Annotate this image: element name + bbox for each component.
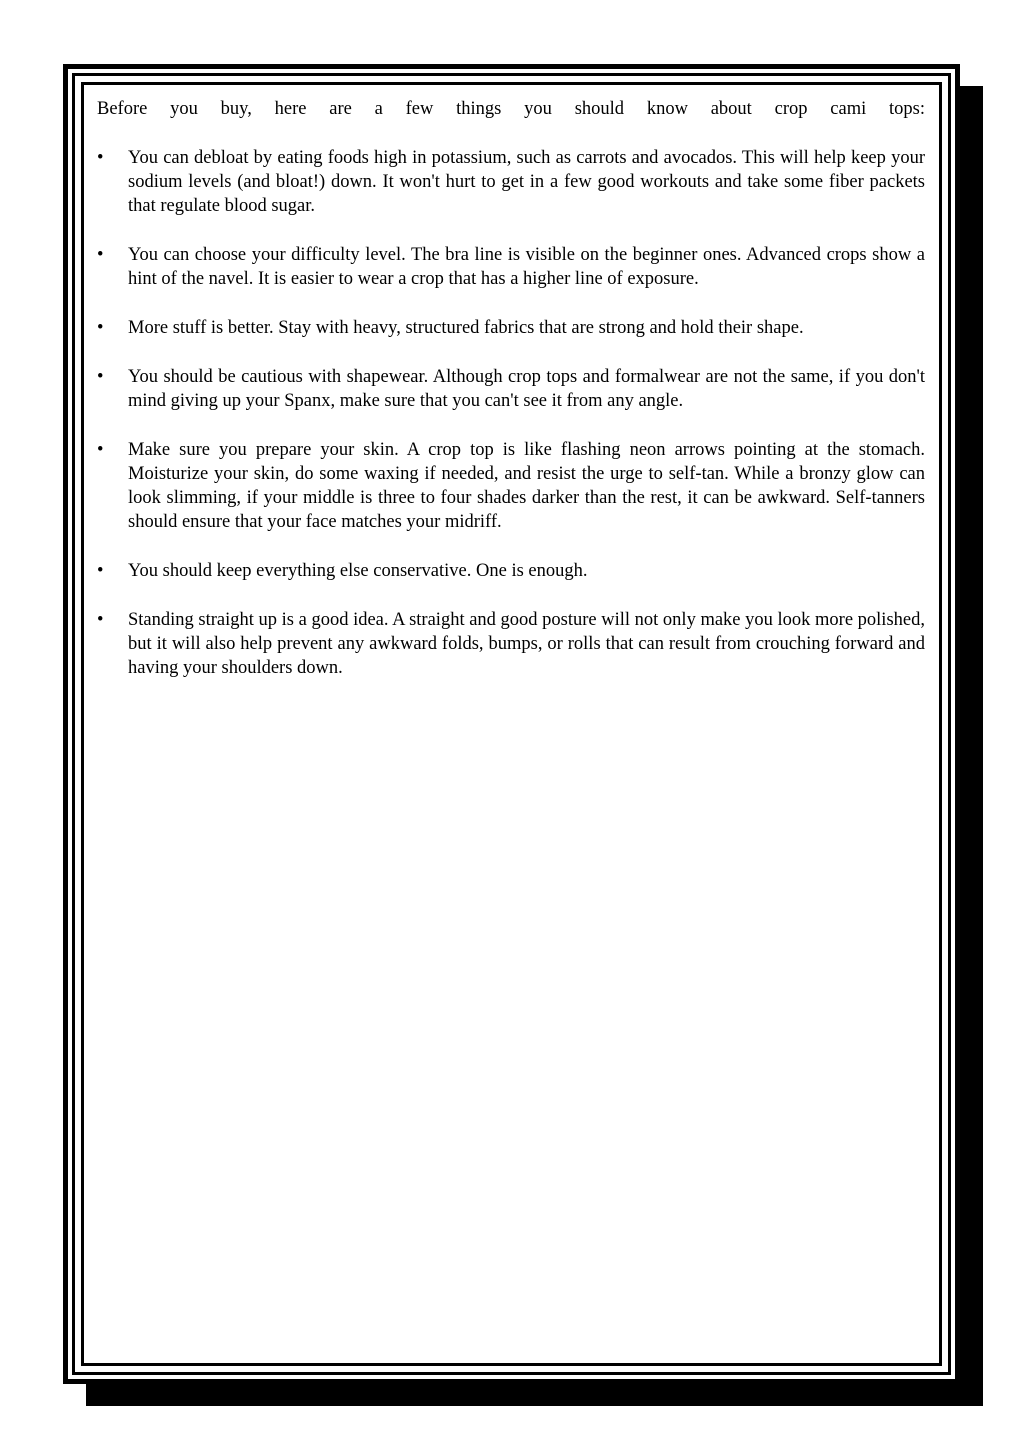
bullet-dot-icon: •	[97, 367, 104, 387]
list-item-text: You can choose your difficulty level. The bra line is visible on the beginner ones. Advanced crops show a hint of the navel. It is easier to wear a crop that has a higher line of exposure.	[128, 245, 925, 289]
bullet-dot-icon: •	[97, 610, 104, 630]
list-item	[97, 316, 925, 340]
list-item	[97, 559, 925, 583]
list-item	[97, 608, 925, 680]
list-item-text: Standing straight up is a good idea. A straight and good posture will not only make you look more polished, but it will also help prevent any awkward folds, bumps, or rolls that can result from crouching forward and having your shoulders down.	[128, 610, 925, 678]
list-item-text: You should be cautious with shapewear. Although crop tops and formalwear are not the same, if you don't mind giving up your Spanx, make sure that you can't see it from any angle.	[128, 367, 925, 411]
bullet-dot-icon: •	[97, 318, 104, 338]
list-item	[97, 438, 925, 534]
bullet-dot-icon: •	[97, 440, 104, 460]
bullet-dot-icon: •	[97, 561, 104, 581]
list-item	[97, 146, 925, 218]
bullet-dot-icon: •	[97, 148, 104, 168]
list-item-text: More stuff is better. Stay with heavy, structured fabrics that are strong and hold their shape.	[128, 318, 804, 338]
list-item-text: Make sure you prepare your skin. A crop top is like flashing neon arrows pointing at the stomach. Moisturize your skin, do some waxing if needed, and resist the urge to self-tan. While a bronzy glow can look slimming, if your middle is three to four shades darker than the rest, it can be awkward. Self-tanners should ensure that your face matches your midriff.	[128, 440, 925, 532]
tips-list	[97, 146, 925, 680]
list-item	[97, 243, 925, 291]
bullet-dot-icon: •	[97, 245, 104, 265]
list-item-text: You should keep everything else conservative. One is enough.	[128, 561, 588, 581]
list-item	[97, 365, 925, 413]
intro-paragraph: Before you buy, here are a few things you should know about crop cami tops:	[97, 99, 925, 119]
document-body	[97, 97, 925, 705]
list-item-text: You can debloat by eating foods high in potassium, such as carrots and avocados. This will help keep your sodium levels (and bloat!) down. It won't hurt to get in a few good workouts and take some fiber packets that regulate blood sugar.	[128, 148, 925, 216]
